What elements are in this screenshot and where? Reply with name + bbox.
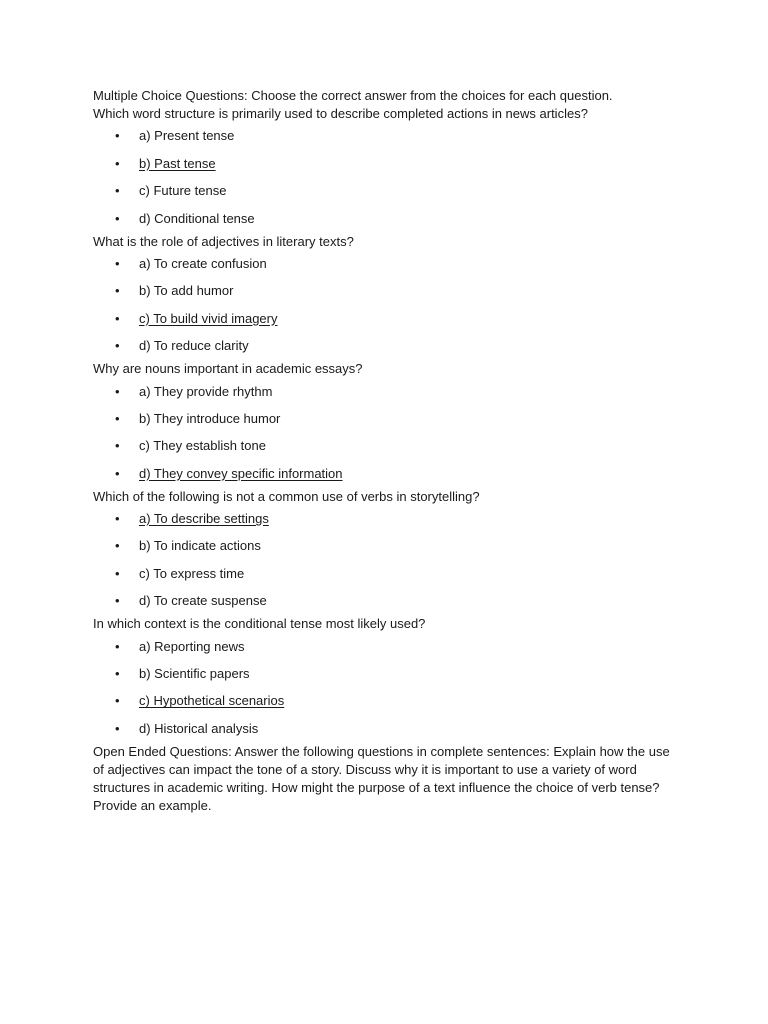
choice-item bbox=[93, 560, 683, 587]
choice-item bbox=[93, 378, 683, 405]
choice-list bbox=[93, 633, 683, 743]
bullet-icon: • bbox=[115, 283, 120, 299]
question-text: Which of the following is not a common use of verbs in storytelling? bbox=[93, 488, 480, 504]
choice-item bbox=[93, 406, 683, 433]
choice-item bbox=[93, 588, 683, 615]
bullet-icon: • bbox=[115, 538, 120, 554]
bullet-icon: • bbox=[115, 511, 120, 527]
bullet-icon: • bbox=[115, 155, 120, 171]
bullet-icon: • bbox=[115, 438, 120, 454]
choice-item-answer bbox=[93, 305, 683, 332]
choice-text: a) They provide rhythm bbox=[139, 383, 273, 399]
choice-item bbox=[93, 433, 683, 460]
choice-text: a) To create confusion bbox=[139, 255, 267, 271]
question-text: Which word structure is primarily used to describe completed actions in news articles? bbox=[93, 106, 588, 121]
choice-text: d) To reduce clarity bbox=[139, 338, 249, 354]
choice-item-answer bbox=[93, 506, 683, 533]
bullet-icon: • bbox=[115, 338, 120, 354]
bullet-icon: • bbox=[115, 565, 120, 581]
choice-list bbox=[93, 123, 683, 233]
question-text: In which context is the conditional tense most likely used? bbox=[93, 616, 426, 632]
bullet-icon: • bbox=[115, 465, 120, 481]
choice-item bbox=[93, 715, 683, 742]
bullet-icon: • bbox=[115, 693, 120, 709]
bullet-icon: • bbox=[115, 210, 120, 226]
bullet-icon: • bbox=[115, 666, 120, 682]
open-ended-questions: Open Ended Questions: Answer the following questions in complete sentences: Explain how the use of adjectives can impact the tone of a story. Discuss why it is important to use a variety of word structures in academic writing. How might the purpose of a text influence the choice of verb tense? Provide an example. bbox=[93, 743, 670, 813]
choice-text: b) To add humor bbox=[139, 283, 234, 299]
choice-text: b) To indicate actions bbox=[139, 538, 261, 554]
choice-item bbox=[93, 178, 683, 205]
choice-text: c) Hypothetical scenarios bbox=[139, 693, 285, 709]
bullet-icon: • bbox=[115, 638, 120, 654]
bullet-icon: • bbox=[115, 255, 120, 271]
choice-list bbox=[93, 506, 683, 616]
choice-text: c) To build vivid imagery bbox=[139, 310, 278, 326]
choice-item-answer bbox=[93, 460, 683, 487]
bullet-icon: • bbox=[115, 183, 120, 199]
choice-item bbox=[93, 661, 683, 688]
choice-item bbox=[93, 633, 683, 660]
choice-text: b) Scientific papers bbox=[139, 666, 250, 682]
choice-text: a) Reporting news bbox=[139, 638, 245, 654]
choice-list bbox=[93, 378, 683, 488]
choice-text: b) They introduce humor bbox=[139, 410, 281, 426]
choice-item bbox=[93, 123, 683, 150]
choice-text: b) Past tense bbox=[139, 155, 216, 171]
question-block bbox=[93, 615, 683, 743]
choice-item bbox=[93, 533, 683, 560]
choice-text: c) They establish tone bbox=[139, 438, 266, 454]
choice-list bbox=[93, 251, 683, 361]
question-text: What is the role of adjectives in literary texts? bbox=[93, 233, 354, 249]
choice-text: d) They convey specific information bbox=[139, 465, 343, 481]
choice-text: c) Future tense bbox=[139, 183, 227, 199]
choice-item bbox=[93, 251, 683, 278]
choice-text: a) To describe settings bbox=[139, 511, 269, 527]
mc-instructions: Multiple Choice Questions: Choose the correct answer from the choices for each question. bbox=[93, 88, 613, 103]
document-page bbox=[93, 87, 683, 815]
choice-item-answer bbox=[93, 688, 683, 715]
question-block bbox=[93, 233, 683, 361]
bullet-icon: • bbox=[115, 383, 120, 399]
bullet-icon: • bbox=[115, 720, 120, 736]
bullet-icon: • bbox=[115, 410, 120, 426]
bullet-icon: • bbox=[115, 593, 120, 609]
question-block bbox=[93, 360, 683, 488]
bullet-icon: • bbox=[115, 310, 120, 326]
choice-text: a) Present tense bbox=[139, 128, 235, 144]
choice-item-answer bbox=[93, 150, 683, 177]
choice-text: c) To express time bbox=[139, 565, 245, 581]
choice-text: d) To create suspense bbox=[139, 593, 267, 609]
bullet-icon: • bbox=[115, 128, 120, 144]
choice-item bbox=[93, 278, 683, 305]
question-block bbox=[93, 105, 683, 233]
choice-item bbox=[93, 333, 683, 360]
question-text: Why are nouns important in academic essays? bbox=[93, 361, 363, 377]
question-block bbox=[93, 488, 683, 616]
choice-text: d) Conditional tense bbox=[139, 210, 255, 226]
choice-text: d) Historical analysis bbox=[139, 720, 259, 736]
choice-item bbox=[93, 205, 683, 232]
